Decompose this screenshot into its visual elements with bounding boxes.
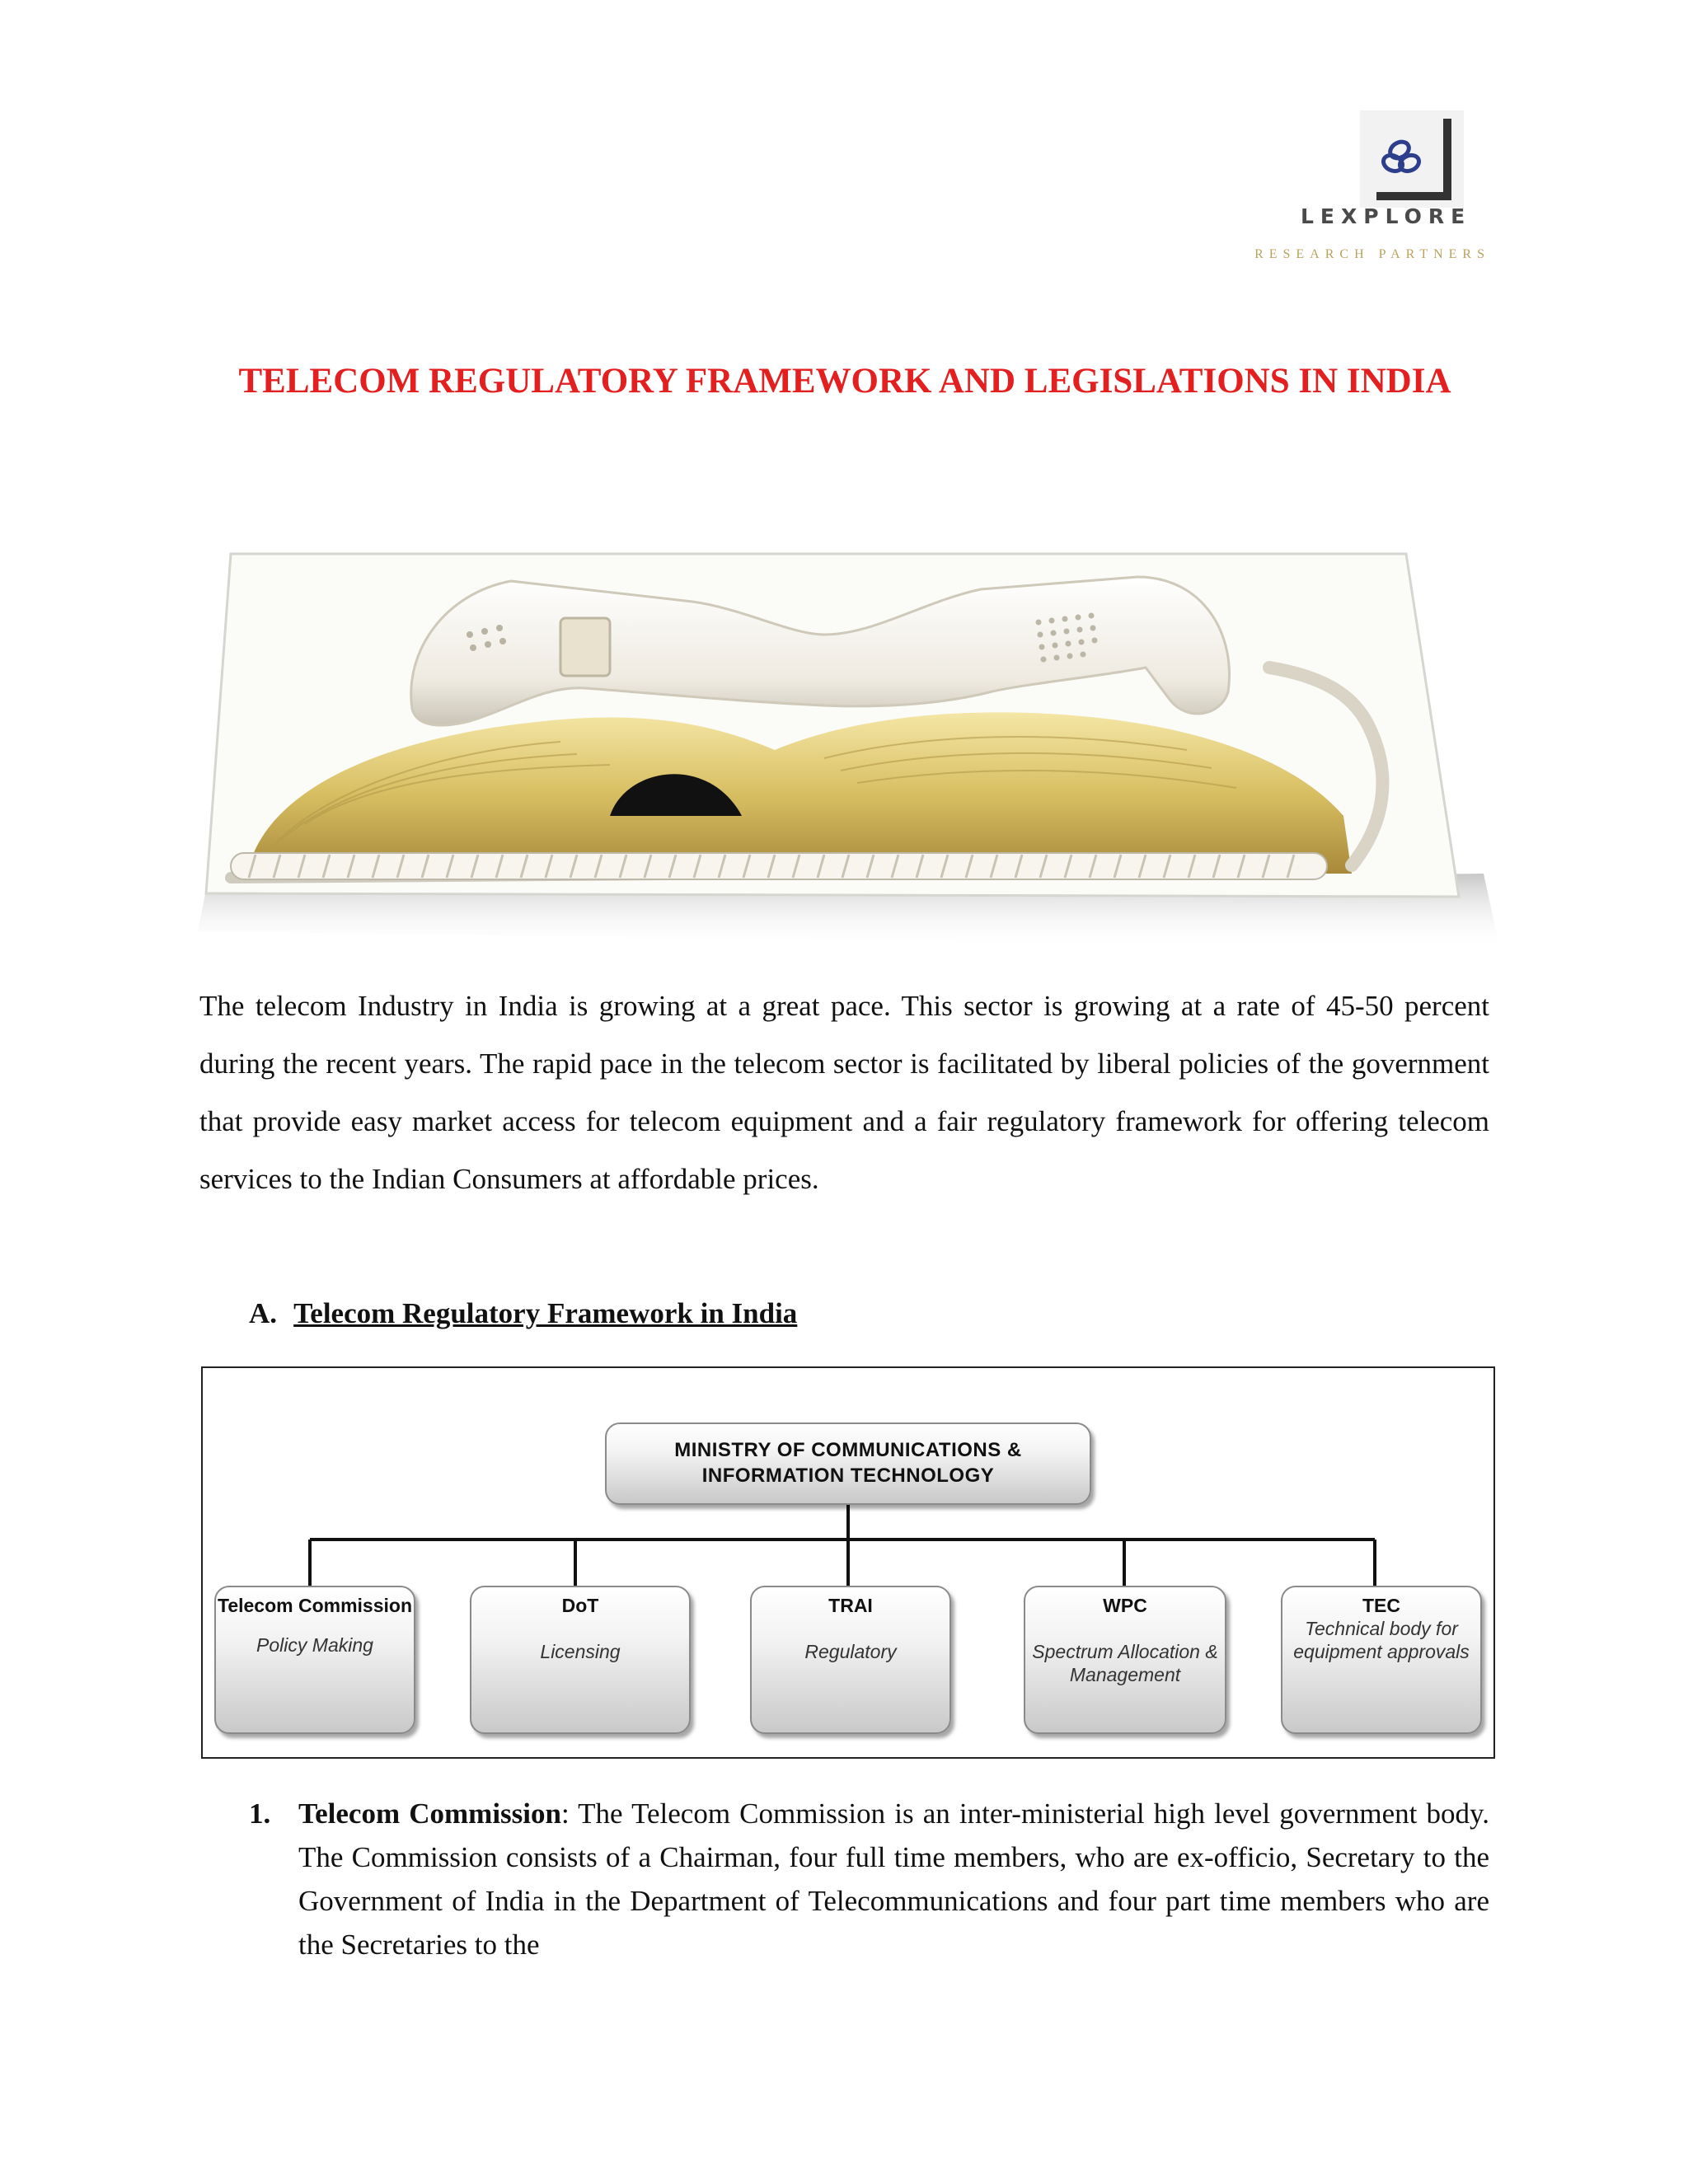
child-name: Telecom Commission [217,1595,413,1616]
intro-paragraph: The telecom Industry in India is growing at a great pace. This sector is growing at a rate of 45-50 percent during the recent years. The rapid pace in the telecom sector is facilitated by liberal policies of the government that provide easy market access for telecom equipment and a fair regulatory framework for offering telecom services to the Indian Consumers at affordable prices. [199,990,1489,1195]
child-name: TEC [1362,1595,1400,1616]
logo-tagline: RESEARCH PARTNERS [1254,247,1490,261]
tec-box [1281,1586,1482,1734]
document-title: TELECOM REGULATORY FRAMEWORK AND LEGISLATIONS IN INDIA [238,362,1451,401]
section-heading-text: Telecom Regulatory Framework in India [293,1297,798,1329]
lexplore-logo-icon [1360,110,1464,208]
child-role: Spectrum Allocation & Management [1032,1641,1218,1685]
item-text: : The Telecom Commission is an inter-ministerial high level government body. The Commission consists of a Chairman, four full time members, who are ex-officio, Secretary to the Government of India in the Department of Telecommunications and four part time members who are the Secretaries to the [298,1797,1489,1961]
item-number: 1. [249,1797,271,1830]
child-name: DoT [561,1595,599,1616]
ministry-box [605,1422,1091,1505]
lexplore-logo [1254,99,1490,272]
child-name: TRAI [828,1595,873,1616]
child-role: Policy Making [256,1634,373,1656]
trai-box [750,1586,951,1734]
item-term: Telecom Commission [298,1797,561,1830]
child-role: Licensing [540,1641,621,1662]
child-name: WPC [1103,1595,1147,1616]
regulatory-framework-diagram [201,1366,1495,1759]
ministry-label: MINISTRY OF COMMUNICATIONS & INFORMATION TECHNOLOGY [674,1439,1022,1487]
telecom-commission-box [214,1586,415,1734]
item-body [298,1792,1489,1966]
child-role: Regulatory [804,1641,897,1662]
logo-name: LEXPLORE [1301,204,1472,228]
dot-box [470,1586,691,1734]
child-role: Technical body for equipment approvals [1293,1618,1470,1662]
list-item [249,1792,1489,1966]
wpc-box [1024,1586,1226,1734]
section-letter: A. [249,1297,278,1329]
telephone-book-illustration [198,544,1508,956]
section-heading [249,1294,1238,1333]
